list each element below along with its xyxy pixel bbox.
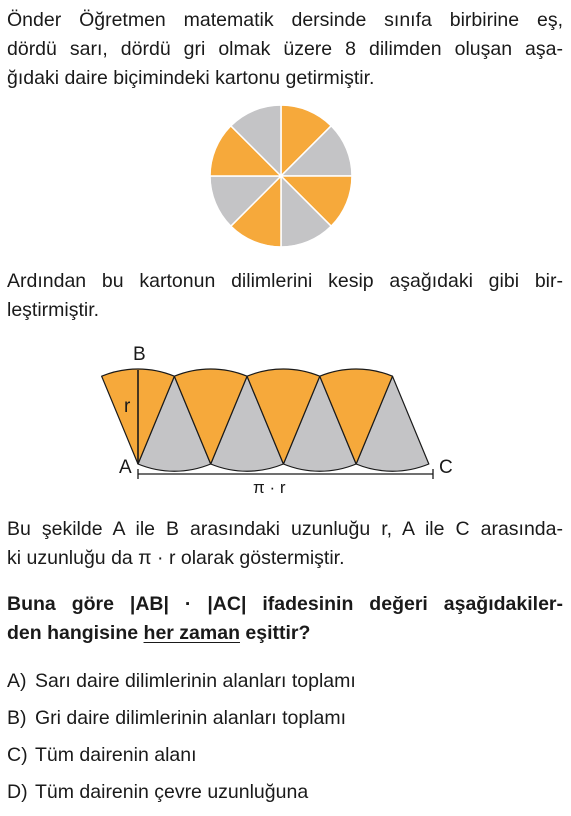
label-b: B — [133, 344, 146, 365]
explain-paragraph — [7, 515, 563, 573]
option-b-label: B) — [7, 707, 27, 729]
option-c-label: C) — [7, 744, 28, 766]
label-pi-r: π · r — [253, 478, 286, 497]
intro-line-1: Önder Öğretmen matematik dersinde sınıfa birbirine eş, — [7, 9, 563, 31]
middle-paragraph — [7, 267, 563, 325]
sector-strip — [102, 369, 429, 471]
circle-figure — [205, 100, 357, 252]
middle-line-2: leştirmiştir. — [7, 299, 100, 321]
intro-line-2: dördü sarı, dördü gri olmak üzere 8 dilimden oluşan aşa- — [7, 38, 563, 60]
intro-line-3: ğıdaki daire biçimindeki kartonu getirmiştir. — [7, 67, 375, 89]
explain-line-1: Bu şekilde A ile B arasındaki uzunluğu r, A ile C arasında- — [7, 518, 563, 540]
option-c-text: Tüm dairenin alanı — [35, 744, 197, 766]
question-text-after: eşittir? — [239, 622, 311, 644]
label-a: A — [119, 457, 132, 478]
label-r: r — [124, 396, 131, 417]
explain-line-2: ki uzunluğu da π · r olarak göstermiştir. — [7, 547, 345, 569]
option-a[interactable] — [7, 668, 356, 694]
option-b[interactable] — [7, 705, 346, 731]
question-line-2 — [7, 619, 563, 648]
option-a-label: A) — [7, 670, 27, 692]
question-paragraph — [7, 590, 563, 648]
option-d-text: Tüm dairenin çevre uzunluğuna — [35, 781, 309, 803]
intro-paragraph — [7, 6, 563, 93]
question-emphasis: her zaman — [143, 622, 240, 644]
question-text-before: den hangisine — [7, 622, 144, 644]
option-c[interactable] — [7, 742, 197, 768]
option-b-text: Gri daire dilimlerinin alanları toplamı — [35, 707, 347, 729]
option-d-label: D) — [7, 781, 28, 803]
question-line-1: Buna göre |AB| · |AC| ifadesinin değeri aşağıdakiler- — [7, 593, 563, 615]
rearranged-figure — [95, 340, 475, 500]
label-c: C — [439, 457, 453, 478]
option-d[interactable] — [7, 779, 308, 805]
option-a-text: Sarı daire dilimlerinin alanları toplamı — [35, 670, 356, 692]
middle-line-1: Ardından bu kartonun dilimlerini kesip aşağıdaki gibi bir- — [7, 270, 563, 292]
